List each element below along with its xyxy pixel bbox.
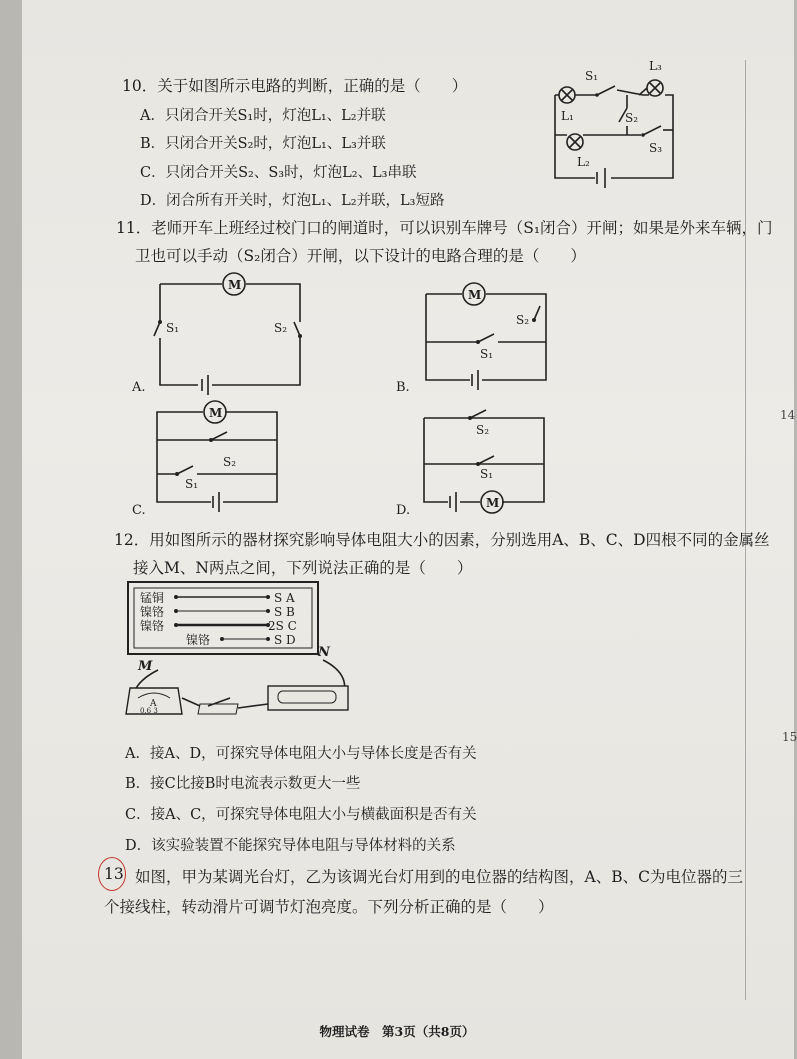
q11-option-d-letter: D.: [396, 503, 411, 518]
wire-tag: S D: [274, 633, 296, 647]
switch-label: S₁: [480, 347, 494, 361]
q10-option-a: A．只闭合开关S₁时，灯泡L₁、L₂并联: [140, 108, 386, 124]
switch-label: S₂: [516, 313, 530, 327]
switch-label: S₁: [185, 477, 199, 491]
label-s1: S₁: [585, 69, 599, 83]
label-l3: L₃: [649, 59, 662, 73]
q10-circuit-diagram: [545, 60, 685, 185]
wire-material: 镍铬: [140, 605, 165, 619]
q11-circuit-a: [150, 270, 310, 390]
label-s3: S₃: [649, 141, 663, 155]
side-number: 15: [782, 730, 797, 744]
q11-option-b-letter: B.: [396, 380, 410, 395]
q12-apparatus-figure: [118, 580, 368, 720]
label-l1: L₁: [561, 109, 574, 123]
side-number: 14: [780, 408, 796, 422]
switch-label: S₁: [166, 321, 180, 335]
ammeter-scale: 0.6 3: [140, 707, 158, 715]
q12-option-d: D．该实验装置不能探究导体电阻与导体材料的关系: [125, 838, 456, 854]
page-footer: 物理试卷 第3页（共8页）: [319, 1024, 475, 1039]
q12-option-a: A．接A、D，可探究导体电阻大小与导体长度是否有关: [125, 746, 477, 762]
wire-material: 锰铜: [140, 591, 165, 605]
wire-tag: S B: [274, 605, 295, 619]
q12-stem-line2: 接入M、N两点之间，下列说法正确的是（ ）: [133, 559, 473, 577]
q11-option-a-letter: A.: [132, 380, 146, 395]
wire-tag: 2S C: [268, 619, 297, 633]
q13-line1: 如图，甲为某调光台灯，乙为该调光台灯用到的电位器的结构图，A、B、C为电位器的三: [135, 868, 743, 886]
wire-rows: [140, 590, 297, 647]
ammeter-symbol: A: [150, 699, 157, 709]
q11-circuit-c: [155, 400, 285, 510]
q12-option-b: B．接C比接B时电流表示数更大一些: [125, 776, 361, 792]
switch-label: S₂: [223, 455, 237, 469]
q13-line2: 个接线柱，转动滑片可调节灯泡亮度。下列分析正确的是（ ）: [104, 898, 554, 916]
wire-material: 镍铬: [140, 619, 165, 633]
label-l2: L₂: [577, 155, 590, 169]
q10-option-c: C．只闭合开关S₂、S₃时，灯泡L₂、L₃串联: [140, 165, 417, 181]
switch-label: S₂: [476, 423, 490, 437]
q11-stem-line1: 11．老师开车上班经过校门口的闸道时，可以识别车牌号（S₁闭合）开闸；如果是外来车辆，门: [116, 219, 773, 237]
motor-symbol: M: [209, 406, 223, 420]
q12-option-c: C．接A、C，可探究导体电阻大小与横截面积是否有关: [125, 807, 477, 823]
label-s2: S₂: [625, 111, 639, 125]
wire-tag: S A: [274, 591, 295, 605]
q12-stem-line1: 12．用如图所示的器材探究影响导体电阻大小的因素，分别选用A、B、C、D四根不同的金属丝: [114, 531, 770, 549]
q10-stem: 10．关于如图所示电路的判断，正确的是（ ）: [122, 77, 468, 95]
wire-material: 镍铬: [186, 633, 211, 647]
q11-stem-line2: 卫也可以手动（S₂闭合）开闸，以下设计的电路合理的是（ ）: [135, 247, 586, 265]
q11-circuit-b: [420, 280, 560, 390]
switch-label: S₂: [274, 321, 288, 335]
q11-option-c-letter: C.: [132, 503, 146, 518]
motor-symbol: M: [228, 278, 242, 292]
motor-symbol: M: [486, 496, 500, 510]
ammeter-icon: [126, 688, 182, 715]
switch-label: S₁: [480, 467, 494, 481]
q10-option-b: B．只闭合开关S₂时，灯泡L₁、L₃并联: [140, 136, 386, 152]
q11-circuit-d: [422, 412, 552, 512]
q13-number: 13: [104, 865, 124, 883]
motor-symbol: M: [468, 288, 482, 302]
point-m: M: [138, 659, 153, 674]
q10-option-d: D．闭合所有开关时，灯泡L₁、L₂并联，L₃短路: [140, 193, 445, 209]
point-n: N: [318, 645, 330, 660]
